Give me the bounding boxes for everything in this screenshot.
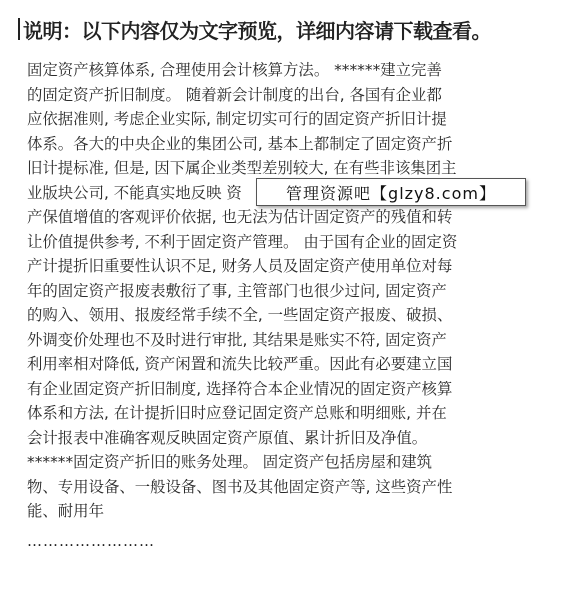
- body-line: 产计提折旧重要性认识不足, 财务人员及固定资产使用单位对每: [27, 257, 453, 275]
- body-line: ******固定资产折旧的账务处理。 固定资产包括房屋和建筑: [27, 453, 433, 471]
- body-line: 能、耐用年: [27, 502, 104, 520]
- watermark-text: 管理资源吧【glzy8.com】: [286, 183, 496, 203]
- document-body: [27, 58, 550, 524]
- body-line: 体系和方法, 在计提折旧时应登记固定资产总账和明细账, 并在: [27, 404, 447, 422]
- body-line: 产保值增值的客观评价依据, 也无法为估计固定资产的残值和转: [27, 208, 453, 226]
- body-line: 应依据准则, 考虑企业实际, 制定切实可行的固定资产折旧计提: [27, 110, 447, 128]
- body-line: 业版块公司, 不能真实地反映 资: [27, 183, 242, 202]
- body-line: 的固定资产折旧制度。 随着新会计制度的出台, 各国有企业都: [27, 85, 442, 104]
- body-line: 让价值提供参考, 不利于固定资产管理。 由于国有企业的固定资: [27, 232, 458, 251]
- body-line: 体系。各大的中央企业的集团公司, 基本上都制定了固定资产折: [27, 134, 453, 153]
- body-line: 有企业固定资产折旧制度, 选择符合本企业情况的固定资产核算: [27, 379, 453, 398]
- text-cursor: [18, 18, 20, 40]
- body-line: 旧计提标准, 但是, 因下属企业类型差别较大, 在有些非该集团主: [27, 159, 457, 177]
- preview-notice-text: 说明：以下内容仅为文字预览，详细内容请下载查看。: [23, 18, 491, 43]
- body-line: 物、专用设备、一般设备、图书及其他固定资产等, 这些资产性: [27, 477, 453, 496]
- preview-notice: [18, 11, 578, 47]
- content-continues-ellipsis: ……………………: [27, 532, 155, 550]
- watermark-link-box[interactable]: [256, 178, 526, 206]
- body-line: 利用率相对降低, 资产闲置和流失比较严重。因此有必要建立国: [27, 355, 453, 373]
- body-line: 固定资产核算体系, 合理使用会计核算方法。 ******建立完善: [27, 61, 442, 79]
- body-line: 会计报表中准确客观反映固定资产原值、累计折旧及净值。: [27, 428, 428, 447]
- body-line: 外调变价处理也不及时进行审批, 其结果是账实不符, 固定资产: [27, 330, 447, 349]
- body-line: 的购入、领用、报废经常手续不全, 一些固定资产报废、破损、: [27, 306, 453, 324]
- body-line: 年的固定资产报废表敷衍了事, 主管部门也很少过问, 固定资产: [27, 281, 447, 300]
